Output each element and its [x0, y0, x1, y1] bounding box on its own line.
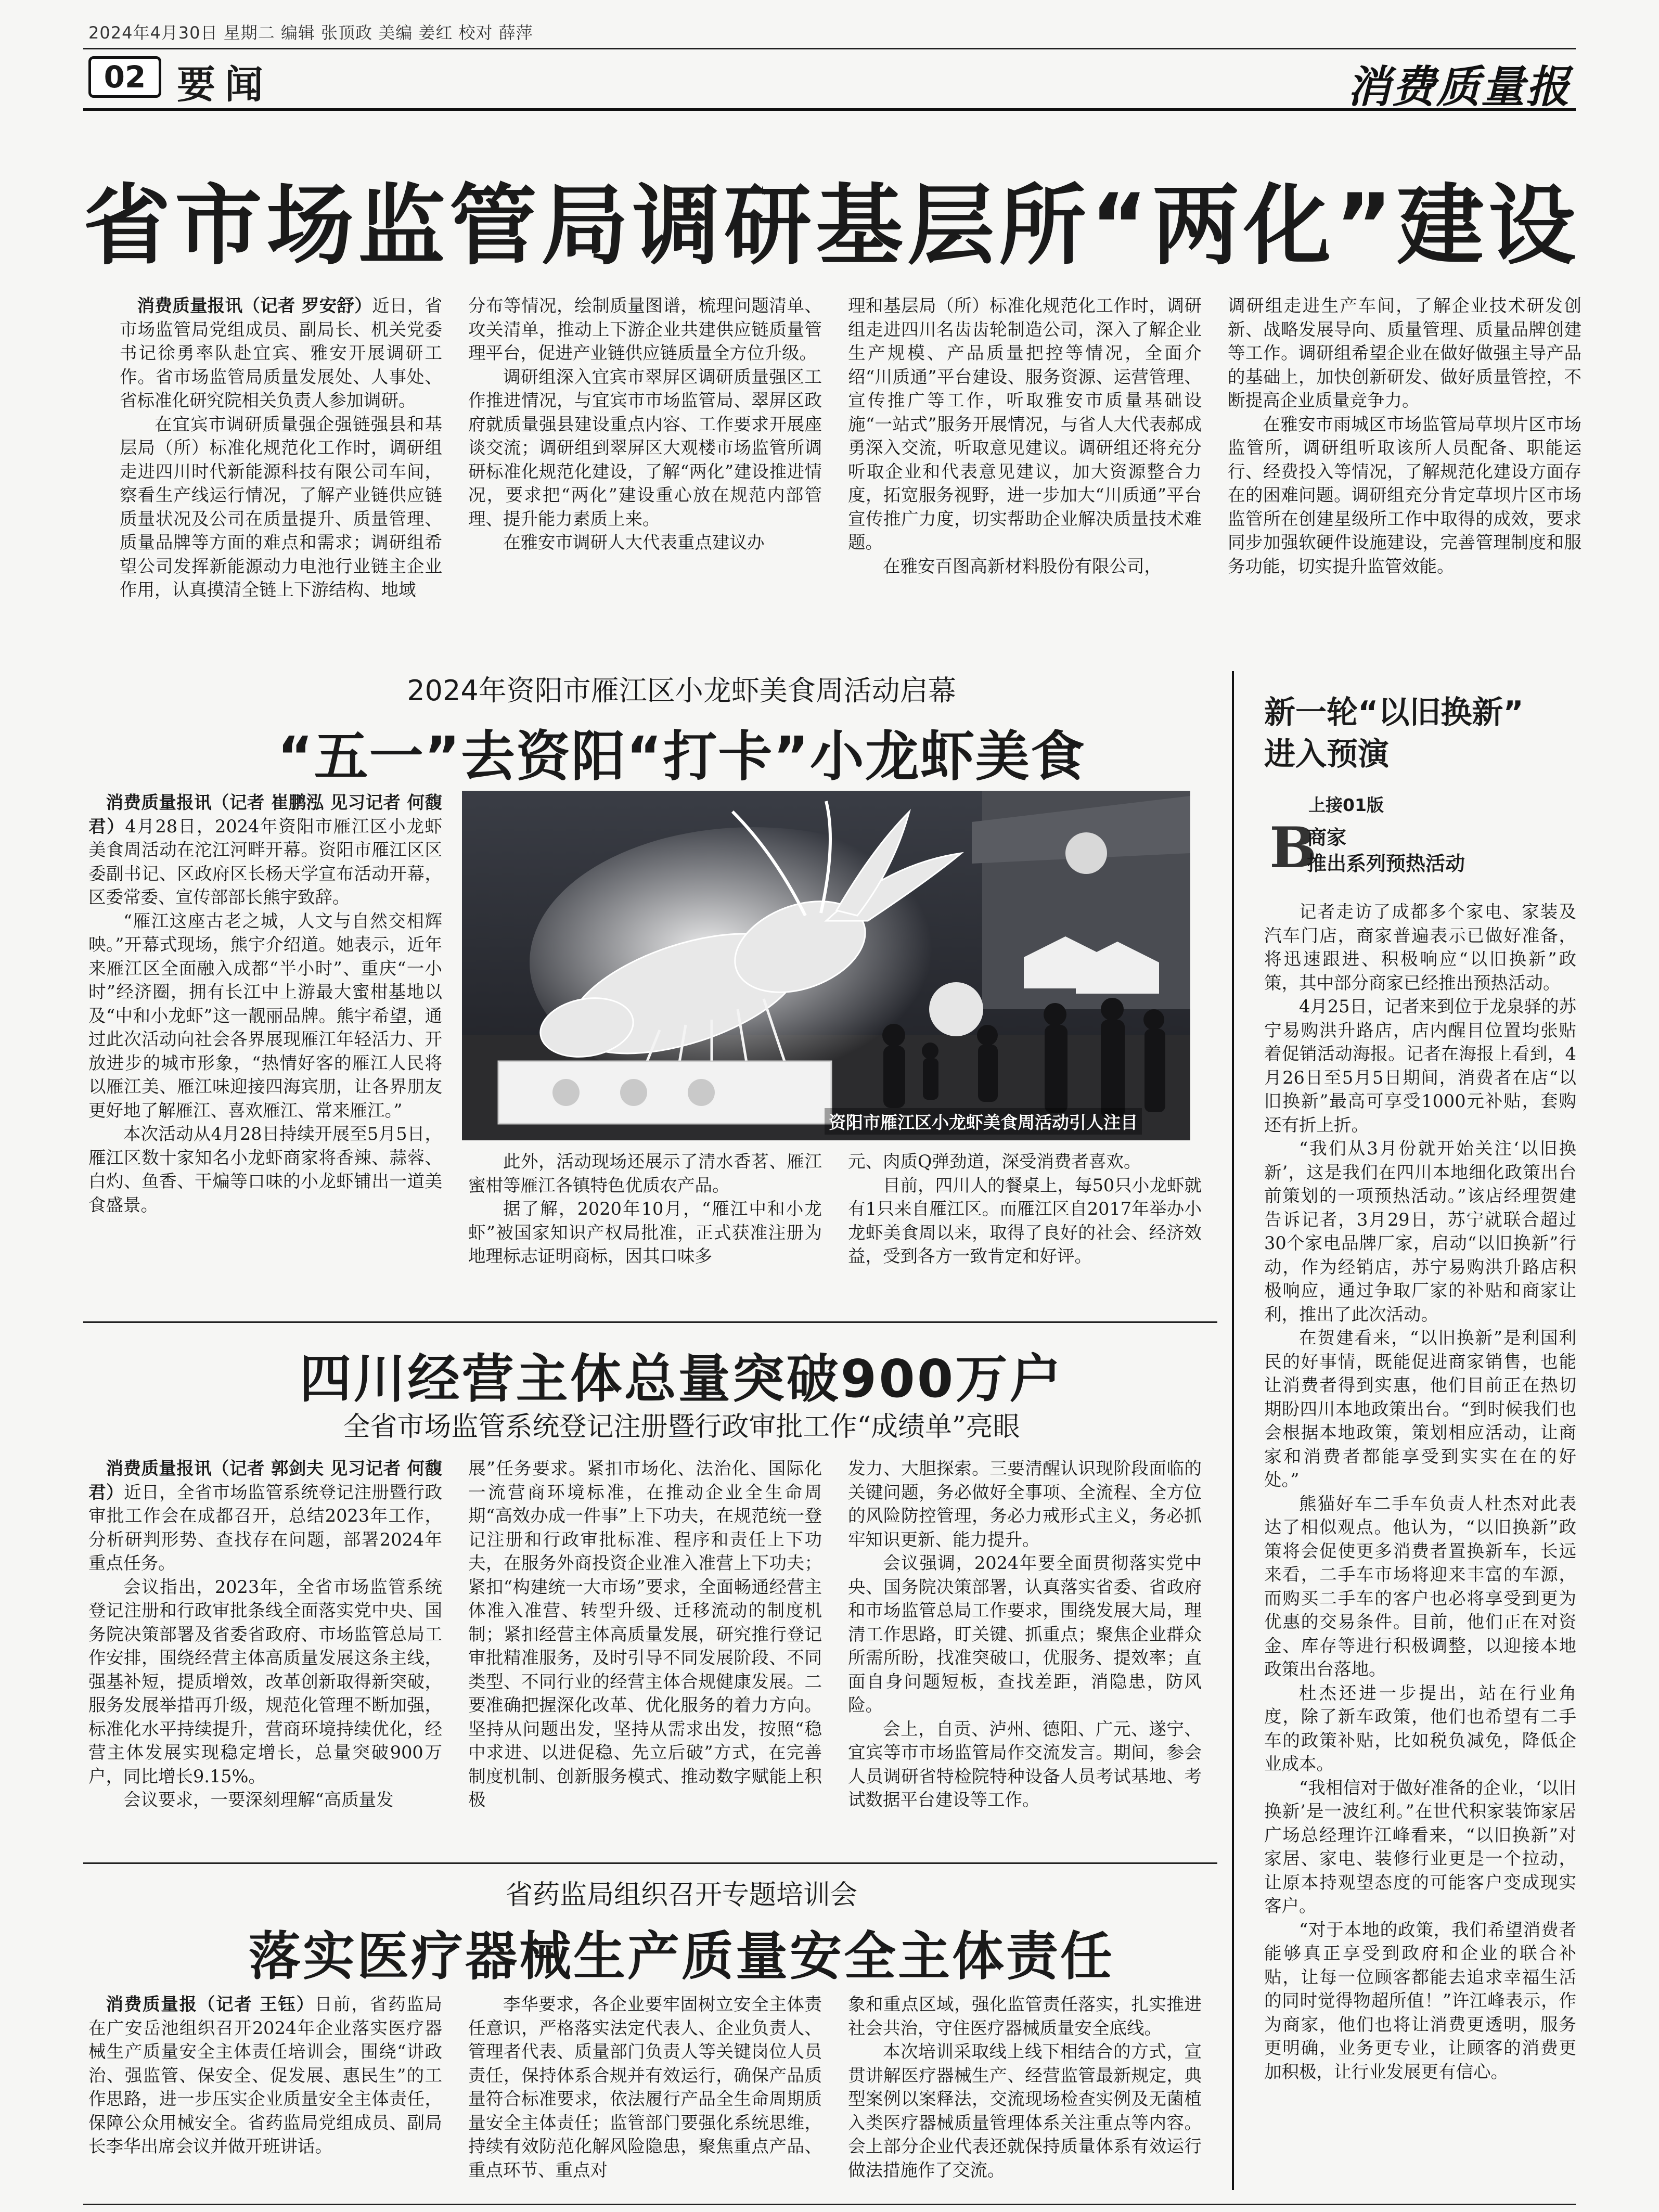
section-name: 要闻	[177, 62, 273, 107]
sidebar-title	[1264, 692, 1587, 775]
story2-paragraph: 此外，活动现场还展示了清水香茗、雁江蜜柑等雁江各镇特色优质农产品。	[468, 1151, 822, 1195]
sidebar-divider	[1232, 671, 1234, 2190]
story3-column-3	[848, 1457, 1202, 1852]
story4-paragraph: 本次培训采取线上线下相结合的方式，宣贯讲解医疗器械生产、经营监管最新规定，典型案例以案释法，交流现场检查实例及无菌植入类医疗器械质量管理体系关注重点等内容。会上部分企业代表还就保持质量体系有效运行做法措施作了交流。	[848, 2041, 1202, 2180]
story1-column-3	[848, 294, 1202, 637]
sidebar-paragraph: “我相信对于做好准备的企业，‘以旧换新’是一波红利。”在世代积家装饰家居广场总经理许江峰看来，“以旧换新”对家居、家电、装修行业更是一个拉动，让原本持观望态度的可能客户变成现实客户。	[1264, 1777, 1576, 1916]
story2-byline: 消费质量报讯（记者 崔鹏泓 见习记者 何馥君）	[88, 792, 442, 837]
sidebar-subtitle-line: 推出系列预热活动	[1307, 852, 1465, 875]
bottom-rule	[83, 2204, 1576, 2205]
top-rule	[83, 48, 1576, 49]
sidebar-paragraph: “我们从3月份就开始关注‘以旧换新’，这是我们在四川本地细化政策出台前策划的一项预热活动。”该店经理贺建告诉记者，3月29日，苏宁就联合超过30个家电品牌厂家，启动“以旧换新”行动，作为经销店，苏宁易购洪升路店积极响应，通过争取厂家的补贴和商家让利，推出了此次活动。	[1264, 1138, 1576, 1324]
photo-caption: 资阳市雁江区小龙虾美食周活动引人注目	[825, 1108, 1142, 1135]
story4-column-3	[848, 1992, 1202, 2201]
story2-paragraph: 元、肉质Q弹劲道，深受消费者喜欢。	[848, 1151, 1141, 1172]
section-divider	[83, 1321, 1217, 1323]
header-rule	[83, 108, 1576, 111]
page-meta: 2024年4月30日 星期二 编辑 张顶政 美编 姜红 校对 薛萍	[88, 23, 533, 43]
sidebar-paragraph: 记者走访了成都多个家电、家装及汽车门店，商家普遍表示已做好准备，将迅速跟进、积极响应“以旧换新”政策，其中部分商家已经推出预热活动。	[1264, 902, 1576, 993]
story3-paragraph: 发力、大胆探索。三要清醒认识现阶段面临的关键问题，务必做好全事项、全流程、全方位的风险防控管理，务必力戒形式主义，务必抓牢知识更新、能力提升。	[848, 1458, 1202, 1550]
story1-paragraph: 近日，省市场监管局党组成员、副局长、机关党委书记徐勇率队赴宜宾、雅安开展调研工作。省市场监管局质量发展处、人事处、省标准化研究院相关负责人参加调研。	[120, 295, 442, 410]
story1-paragraph: 在雅安市调研人大代表重点建议办	[503, 532, 765, 552]
sidebar-subtitle	[1307, 825, 1567, 877]
story1-paragraph: 调研组走进生产车间，了解企业技术研发创新、战略发展导向、质量管理、质量品牌创建等工作。调研组希望企业在做好做强主导产品的基础上，加快创新研发、做好质量管控，不断提高企业质量竞争力。	[1228, 295, 1581, 410]
story3-paragraph: 展”任务要求。紧扣市场化、法治化、国际化一流营商环境标准，在推动企业全生命周期“高效办成一件事”上下功夫，在规范统一登记注册和行政审批标准、程序和责任上下功夫，在服务外商投资企业准入准营上下功夫；紧扣“构建统一大市场”要求，全面畅通经营主体准入准营、转型升级、迁移流动的制度机制；紧扣经营主体高质量发展，研究推行登记审批精准服务，及时引导不同发展阶段、不同类型、不同行业的经营主体合规健康发展。二要准确把握深化改革、优化服务的着力方向。坚持从问题出发，坚持从需求出发，按照“稳中求进、以进促稳、先立后破”方式，在完善制度机制、创新服务模式、推动数字赋能上积极	[468, 1458, 822, 1810]
story4-paragraph: 李华要求，各企业要牢固树立安全主体责任意识，严格落实法定代表人、企业负责人、管理者代表、质量部门负责人等关键岗位人员责任，保持体系合规并有效运行，确保产品质量符合标准要求，依法履行产品全生命周期质量安全主体责任；监管部门要强化系统思维，持续有效防范化解风险隐患，聚焦重点产品、重点环节、重点对	[468, 1994, 822, 2180]
sidebar-title-line: 进入预演	[1264, 736, 1389, 773]
story3-column-2	[468, 1457, 822, 1852]
story4-paragraph: 日前，省药监局在广安岳池组织召开2024年企业落实医疗器械生产质量安全主体责任培训会，围绕“讲政治、强监管、保安全、促发展、惠民生”的工作思路，进一步压实企业质量安全主体责任，保障公众用械安全。省药监局党组成员、副局长李华出席会议并做开班讲话。	[88, 1994, 442, 2156]
story2-column-2	[468, 1150, 822, 1301]
story2-column-3	[848, 1150, 1202, 1301]
sidebar-paragraph: 熊猫好车二手车负责人杜杰对此表达了相似观点。他认为，“以旧换新”政策将会促使更多消费者置换新车，长远来看，二手车市场将迎来丰富的车源，而购买二手车的客户也必将享受到更为优惠的交易条件。目前，他们正在对资金、库存等进行积极调整，以迎接本地政策出台落地。	[1264, 1493, 1576, 1679]
story1-headline: 省市场监管局调研基层所“两化”建设	[83, 175, 1580, 277]
story3-byline: 消费质量报讯（记者 郭剑夫 见习记者 何馥君）	[88, 1458, 442, 1502]
story4-headline: 落实医疗器械生产质量安全主体责任	[249, 1926, 1114, 1987]
story3-paragraph: 会上，自贡、泸州、德阳、广元、遂宁、宜宾等市市场监管局作交流发言。期间，参会人员调研省特检院特种设备人员考试基地、考试数据平台建设等工作。	[848, 1718, 1202, 1810]
crayfish-lantern-photo	[462, 791, 1190, 1140]
story4-paragraph: 象和重点区域，强化监管责任落实，扎实推进社会共治，守住医疗器械质量安全底线。	[848, 1994, 1202, 2038]
story3-paragraph: 会议强调，2024年要全面贯彻落实党中央、国务院决策部署，认真落实省委、省政府和市场监管总局工作要求，围绕发展大局，理清工作思路，盯关键、抓重点；聚焦企业群众所需所盼，找准突破口，优服务、提效率；直面自身问题短板，查找差距，消隐患，防风险。	[848, 1553, 1202, 1715]
story2-headline: “五一”去资阳“打卡”小龙虾美食	[277, 725, 1086, 788]
story1-byline: 消费质量报讯（记者 罗安舒）	[137, 295, 372, 316]
story1-column-4	[1228, 294, 1581, 637]
story2-paragraph: 本次活动从4月28日持续开展至5月5日，雁江区数十家知名小龙虾商家将香辣、蒜蓉、白灼、鱼香、干煸等口味的小龙虾铺出一道美食盛景。	[88, 1124, 442, 1215]
story2-paragraph: “雁江这座古老之城，人文与自然交相辉映。”开幕式现场，熊宇介绍道。她表示，近年来雁江区全面融入成都“半小时”、重庆“一小时”经济圈，拥有长江中上游最大蜜柑基地以及“中和小龙虾”这一靓丽品牌。熊宇希望，通过此次活动向社会各界展现雁江年轻活力、开放进步的城市形象，“热情好客的雁江人民将以雁江美、雁江味迎接四海宾朋，让各界朋友更好地了解雁江、喜欢雁江、常来雁江。”	[88, 910, 442, 1121]
continued-from-label: 上接01版	[1308, 795, 1384, 815]
sidebar-subtitle-line: 商家	[1307, 826, 1347, 849]
story4-column-2	[468, 1992, 822, 2201]
drop-letter: B	[1269, 815, 1317, 881]
story1-paragraph: 在雅安市雨城区市场监管局草坝片区市场监管所，调研组听取该所人员配备、职能运行、经费投入等情况，了解规范化建设方面存在的困难问题。调研组充分肯定草坝片区市场监管所在创建星级所工作中取得的成效，要求同步加强软硬件设施建设，完善管理制度和服务功能，切实提升监管效能。	[1228, 414, 1581, 576]
sidebar-paragraph: 4月25日，记者来到位于龙泉驿的苏宁易购洪升路店，店内醒目位置均张贴着促销活动海报。记者在海报上看到，4月26日至5月5日期间，消费者在店“以旧换新”最高可享受1000元补贴，套购还有折上折。	[1264, 996, 1576, 1135]
story2-column-1	[88, 791, 442, 1290]
story2-kicker: 2024年资阳市雁江区小龙虾美食周活动启幕	[407, 674, 956, 707]
sidebar-paragraph: 杜杰还进一步提出，站在行业角度，除了新车政策，他们也希望有二手车的政策补贴，比如税负减免，降低企业成本。	[1264, 1682, 1576, 1774]
story2-paragraph: 目前，四川人的餐桌上，每50只小龙虾就有1只来自雁江区。而雁江区自2017年举办小龙虾美食周以来，取得了良好的社会、经济效益，受到各方一致肯定和好评。	[848, 1175, 1202, 1266]
story3-paragraph: 会议要求，一要深刻理解“高质量发	[123, 1790, 394, 1810]
photo-illustration	[462, 791, 1190, 1140]
story1-paragraph: 在雅安百图高新材料股份有限公司，	[883, 556, 1162, 576]
paper-name: 消费质量报	[1346, 61, 1571, 112]
story3-column-1	[88, 1457, 442, 1852]
story1-column-2	[468, 294, 822, 637]
story2-paragraph: 据了解，2020年10月，“雁江中和小龙虾”被国家知识产权局批准，正式获准注册为地理标志证明商标，因其口味多	[468, 1199, 822, 1266]
story3-subheadline: 全省市场监管系统登记注册暨行政审批工作“成绩单”亮眼	[343, 1411, 1020, 1443]
story3-headline: 四川经营主体总量突破900万户	[299, 1348, 1064, 1409]
story3-paragraph: 近日，全省市场监管系统登记注册暨行政审批工作会在成都召开，总结2023年工作，分析研判形势、查找存在问题，部署2024年重点任务。	[88, 1482, 442, 1573]
story4-column-1	[88, 1992, 442, 2201]
sidebar-title-line: 新一轮“以旧换新”	[1264, 695, 1524, 731]
sidebar-paragraph: 在贺建看来，“以旧换新”是利国利民的好事情，既能促进商家销售，也能让消费者得到实惠，他们目前正在热切期盼四川本地政策出台。“到时候我们也会根据本地政策，策划相应活动，让商家和消费者都能享受到实实在在的好处。”	[1264, 1328, 1576, 1490]
story3-paragraph: 会议指出，2023年，全省市场监管系统登记注册和行政审批条线全面落实党中央、国务院决策部署及省委省政府、市场监管总局工作安排，围绕经营主体高质量发展这条主线，强基补短，提质增效，改革创新取得新突破，服务发展举措再升级，规范化管理不断加强，标准化水平持续提升，营商环境持续优化，经营主体发展实现稳定增长，总量突破900万户，同比增长9.15%。	[88, 1576, 442, 1786]
story4-kicker: 省药监局组织召开专题培训会	[505, 1880, 857, 1911]
story1-column-1	[120, 294, 442, 637]
story1-paragraph: 调研组深入宜宾市翠屏区调研质量强区工作推进情况，与宜宾市市场监管局、翠屏区政府就质量强县建设重点内容、工作要求开展座谈交流；调研组到翠屏区大观楼市场监管所调研标准化规范化建设，了解“两化”建设推进情况，要求把“两化”建设重心放在规范内部管理、提升能力素质上来。	[468, 366, 822, 529]
story1-paragraph: 分布等情况，绘制质量图谱，梳理问题清单、攻关清单，推动上下游企业共建供应链质量管理平台，促进产业链供应链质量全方位升级。	[468, 295, 822, 363]
story4-byline: 消费质量报（记者 王钰）	[106, 1994, 315, 2014]
sidebar-body	[1264, 900, 1576, 2201]
page-number: 02	[88, 56, 161, 98]
story2-paragraph: 4月28日，2024年资阳市雁江区小龙虾美食周活动在沱江河畔开幕。资阳市雁江区区委副书记、区政府区长杨天学宣布活动开幕，区委常委、宣传部部长熊宇致辞。	[88, 816, 442, 907]
sidebar-paragraph: “对于本地的政策，我们希望消费者能够真正享受到政府和企业的联合补贴，让每一位顾客都能去追求幸福生活的同时觉得物超所值！”许江峰表示，作为商家，他们也将让消费更透明，服务更明确，业务更专业，让顾客的消费更加积极，让行业发展更有信心。	[1264, 1919, 1576, 2082]
story1-paragraph: 理和基层局（所）标准化规范化工作时，调研组走进四川名齿齿轮制造公司，深入了解企业生产规模、产品质量把控等情况，全面介绍“川质通”平台建设、服务资源、运营管理、宣传推广等工作，听取雅安市质量基础设施“一站式”服务开展情况，与省人大代表郝成勇深入交流，听取意见建议。调研组还将充分听取企业和代表意见建议，加大资源整合力度，拓宽服务视野，进一步加大“川质通”平台宣传推广力度，切实帮助企业解决质量技术难题。	[848, 295, 1202, 552]
section-divider	[83, 1862, 1217, 1864]
story1-paragraph: 在宜宾市调研质量强企强链强县和基层局（所）标准化规范化工作时，调研组走进四川时代新能源科技有限公司车间，察看生产线运行情况，了解产业链供应链质量状况及公司在质量提升、质量管理、质量品牌等方面的难点和需求；调研组希望公司发挥新能源动力电池行业链主企业作用，认真摸清全链上下游结构、地域	[120, 414, 442, 600]
